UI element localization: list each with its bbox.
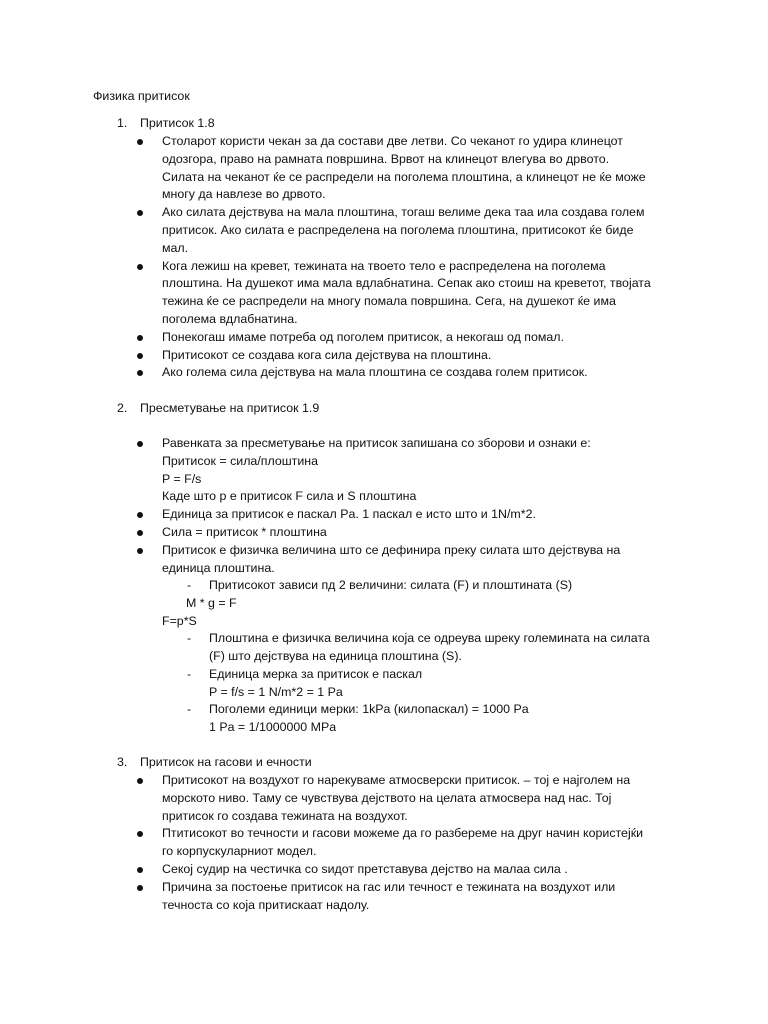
bullet-list bbox=[117, 772, 677, 914]
bullet-icon bbox=[137, 530, 143, 536]
section-heading: Притисок на гасови и ечности bbox=[140, 755, 312, 769]
dash-marker: - bbox=[187, 667, 192, 681]
bullet-icon bbox=[137, 353, 143, 359]
dash-marker: - bbox=[187, 631, 192, 645]
dash-item-text: Поголеми единици мерки: 1kPa (килопаскал) = 1000 Pa bbox=[209, 702, 529, 716]
list-item: Понекогаш имаме потреба од поголем притисок, а некогаш од помал. bbox=[117, 329, 677, 347]
bullet-icon bbox=[137, 867, 143, 873]
formula-mg: M * g = F bbox=[186, 596, 237, 610]
section-number: 3. bbox=[117, 755, 128, 769]
list-item: Сила = притисок * плоштина bbox=[117, 524, 677, 542]
list-item: Причина за постоење притисок на гас или течност е тежината на воздухот или течноста со која притискаат надолу. bbox=[117, 879, 677, 915]
list-item: Кога лежиш на кревет, тежината на твоето тело е распределена на поголема плоштина. На душекот има мала вдлабнатина. Сепак ако стоиш на креветот, твојата тежина ќе се распредели на многу помала површина. Сега, на душекот ќе има поголема вдлабнатина. bbox=[117, 258, 677, 329]
bullet-icon bbox=[137, 548, 143, 554]
dash-item-text: P = f/s = 1 N/m*2 = 1 Pa bbox=[209, 685, 343, 699]
dash-item-text: (F) што дејствува на единица плоштина (S). bbox=[209, 649, 462, 663]
list-item: Равенката за пресметување на притисок запишана со зборови и ознаки е: Притисок = сила/плоштина P = F/s Каде што p е притисок F сила и S плоштина bbox=[117, 435, 677, 506]
dash-marker: - bbox=[187, 702, 192, 716]
document-title: Физика притисок bbox=[93, 89, 190, 103]
bullet-icon bbox=[137, 370, 143, 376]
bullet-icon bbox=[137, 831, 143, 837]
list-item: Притисокот на воздухот го нарекуваме атмосверски притисок. – тој е најголем на морското ниво. Таму се чувствува дејството на целата атмосвера над нас. Тој притисок го создава тежината на воздухот. bbox=[117, 772, 677, 825]
list-item: Ако голема сила дејствува на мала плоштина се создава голем притисок. bbox=[117, 364, 677, 382]
list-item: Ако силата дејствува на мала плоштина, тогаш велиме дека таа ила создава голем притисок. Ако силата е распределена на поголема плоштина, притисокот ќе биде мал. bbox=[117, 204, 677, 257]
bullet-icon bbox=[137, 512, 143, 518]
bullet-icon bbox=[137, 778, 143, 784]
section-heading: Пресметување на притисок 1.9 bbox=[140, 401, 320, 415]
formula-fps: F=p*S bbox=[162, 614, 197, 628]
bullet-icon bbox=[137, 885, 143, 891]
bullet-list bbox=[117, 133, 677, 382]
bullet-icon bbox=[137, 335, 143, 341]
bullet-list bbox=[117, 435, 677, 577]
list-item: Секој судир на честичка со ѕидот претставува дејство на малаа сила . bbox=[117, 861, 677, 879]
list-item: Притисокот се создава кога сила дејствува на плоштина. bbox=[117, 347, 677, 365]
section-number: 2. bbox=[117, 401, 128, 415]
dash-item-text: 1 Pa = 1/1000000 MPa bbox=[209, 720, 337, 734]
bullet-icon bbox=[137, 139, 143, 145]
list-item: Столарот користи чекан за да состави две летви. Со чеканот го удира клинецот одозгора, право на рамната површина. Врвот на клинецот влегува во дрвото. Силата на чеканот ќе се распредели на поголема плоштина, а клинецот не ќе може многу да навлезе во дрвото. bbox=[117, 133, 677, 204]
list-item: Притисок е физичка величина што се дефинира преку силата што дејствува на единица плоштина. bbox=[117, 542, 677, 578]
bullet-icon bbox=[137, 441, 143, 447]
bullet-icon bbox=[137, 210, 143, 216]
section-heading: Притисок 1.8 bbox=[140, 116, 215, 130]
dash-item-text: Плоштина е физичка величина која се одреува шреку големината на силата bbox=[209, 631, 650, 645]
list-item: Единица за притисок е паскал Pa. 1 паскал е исто што и 1N/m*2. bbox=[117, 506, 677, 524]
dash-item-text: Единица мерка за притисок е паскал bbox=[209, 667, 423, 681]
bullet-icon bbox=[137, 264, 143, 270]
dash-item-text: Притисокот зависи пд 2 величини: силата (F) и плоштината (S) bbox=[209, 578, 573, 592]
dash-marker: - bbox=[187, 578, 192, 592]
section-number: 1. bbox=[117, 116, 128, 130]
list-item: Птитисокот во течности и гасови можеме да го разбереме на друг начин користејќи го корпускуларниот модел. bbox=[117, 825, 677, 861]
